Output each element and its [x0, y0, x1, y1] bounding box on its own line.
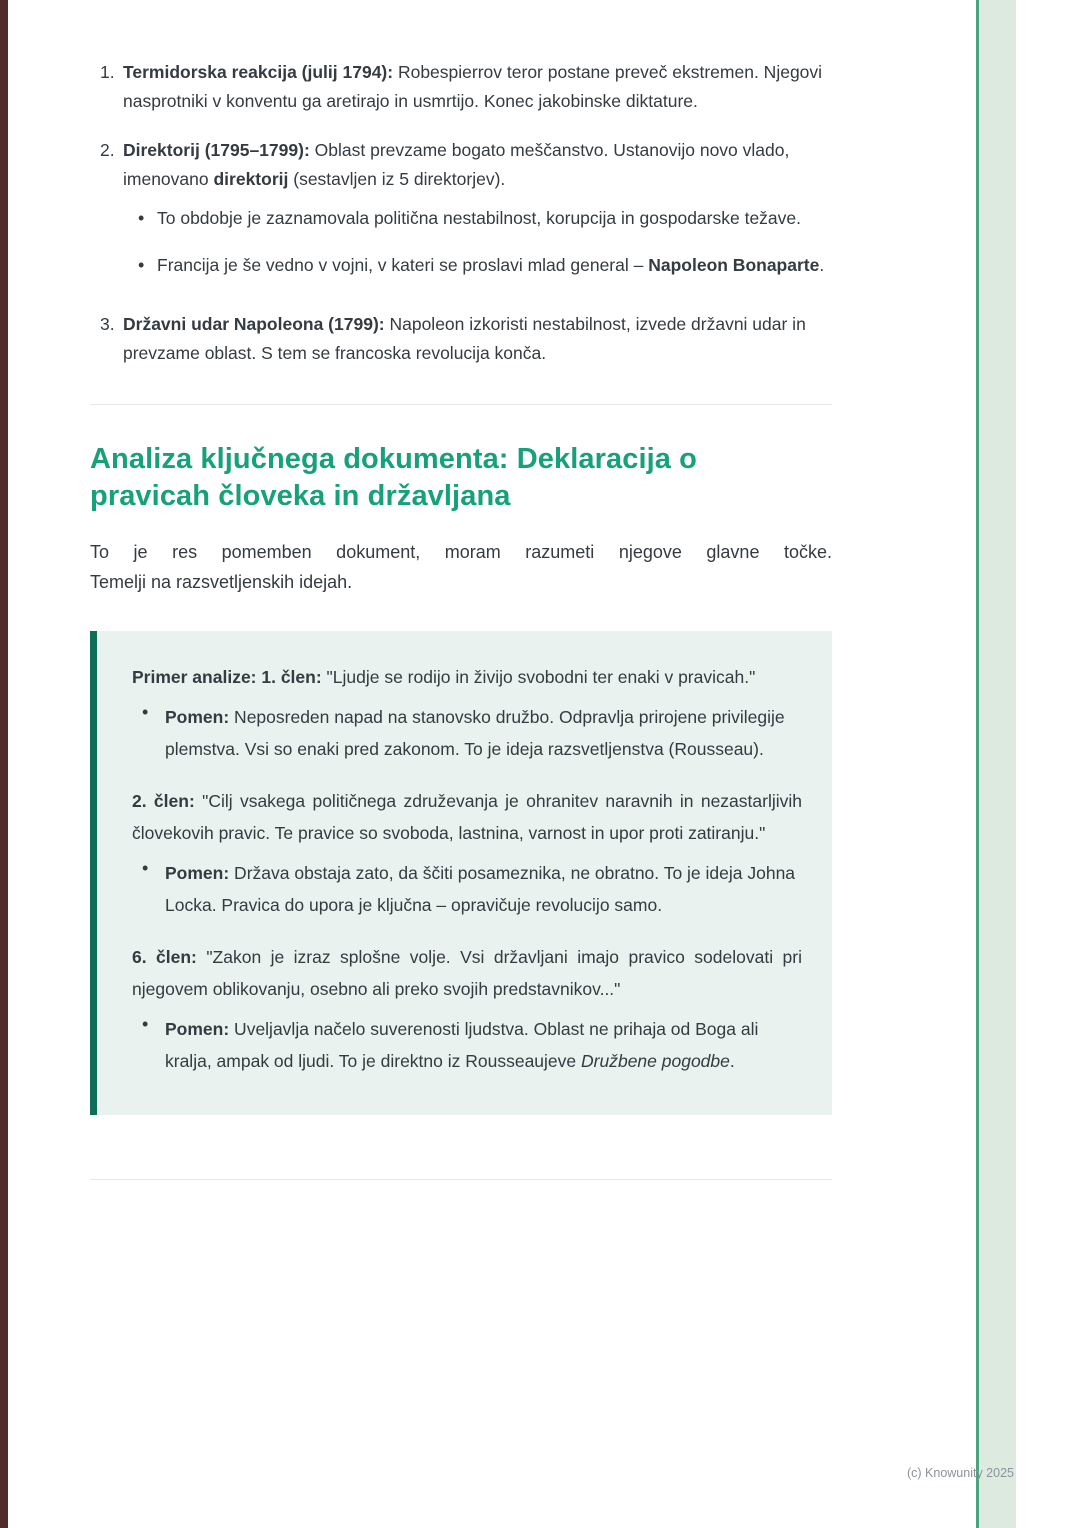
list-item-drzavni-udar	[90, 310, 832, 368]
callout-bullet	[132, 701, 802, 765]
callout-paragraph: 6. člen: "Zakon je izraz splošne volje. Vsi državljani imajo pravico sodelovati pri njegovem oblikovanju, osebno ali preko svojih predstavnikov..."	[132, 947, 802, 999]
bottom-divider	[90, 1179, 832, 1180]
bullet-item-text: • Francija je še vedno v vojni, v kateri se proslavi mlad general – Napoleon Bonaparte.	[157, 255, 825, 275]
bullet-item	[123, 251, 832, 280]
list-item-text: Direktorij (1795–1799): Oblast prevzame bogato meščanstvo. Ustanovijo novo vlado, imenovano direktorij (sestavljen iz 5 direktorjev).	[123, 140, 790, 189]
left-edge-strip	[0, 0, 8, 1528]
callout-paragraph: 2. člen: "Cilj vsakega političnega združevanja je ohranitev naravnih in nezastarljivih človekovih pravic. Te pravice so svoboda, lastnina, varnost in upor proti zatiranju."	[132, 791, 802, 843]
callout-paragraph: Primer analize: 1. člen: "Ljudje se rodijo in živijo svobodni ter enaki v pravicah."	[132, 667, 756, 687]
callout-bullet	[132, 857, 802, 921]
list-item-number: 1.	[100, 62, 115, 82]
callout-bullet-text: • Pomen: Država obstaja zato, da ščiti posameznika, ne obratno. To je ideja Johna Locka. Pravica do upora je ključna – opravičuje revolucijo samo.	[165, 863, 796, 915]
list-item-body	[123, 310, 832, 368]
list-item-body	[123, 58, 832, 116]
analysis-callout	[90, 631, 832, 1115]
callout-bullet	[132, 1013, 802, 1077]
copyright-footer: (c) Knowunity 2025	[906, 1466, 1014, 1480]
callout-bullet-text: • Pomen: Uveljavlja načelo suverenosti ljudstva. Oblast ne prihaja od Boga ali kralja, ampak od ljudi. To je direktno iz Rousseaujeve Družbene pogodbe.	[165, 1019, 759, 1071]
section-heading: Analiza ključnega dokumenta: Deklaracija o pravicah človeka in državljana	[90, 443, 697, 512]
list-item-text: Državni udar Napoleona (1799): Napoleon izkoristi nestabilnost, izvede državni udar in prevzame oblast. S tem se francoska revolucija konča.	[123, 314, 806, 363]
intro-line: Temelji na razsvetljenskih idejah.	[90, 572, 353, 592]
intro-paragraph	[90, 537, 832, 597]
section-divider	[90, 404, 832, 405]
list-item-direktorij	[90, 136, 832, 290]
numbered-list	[90, 58, 832, 368]
bullet-item-text: • To obdobje je zaznamovala politična nestabilnost, korupcija in gospodarske težave.	[157, 208, 802, 228]
list-item-text: Termidorska reakcija (julij 1794): Robespierrov teror postane preveč ekstremen. Njegovi nasprotniki v konventu ga aretirajo in usmrtijo. Konec jakobinske diktature.	[123, 62, 823, 111]
list-item-number: 3.	[100, 314, 115, 334]
list-item-body	[123, 136, 832, 290]
list-item-number: 2.	[100, 140, 115, 160]
document-content	[90, 44, 832, 1180]
sub-bullet-list	[123, 204, 832, 280]
right-margin-stripe	[976, 0, 1016, 1528]
intro-line: To je res pomemben dokument, moram razumeti njegove glavne točke.	[90, 542, 832, 562]
list-item-termidorska-reakcija	[90, 58, 832, 116]
bullet-item	[123, 204, 832, 233]
callout-bullet-text: • Pomen: Neposreden napad na stanovsko družbo. Odpravlja prirojene privilegije plemstva. Vsi so enaki pred zakonom. To je ideja razsvetljenstva (Rousseau).	[165, 707, 785, 759]
